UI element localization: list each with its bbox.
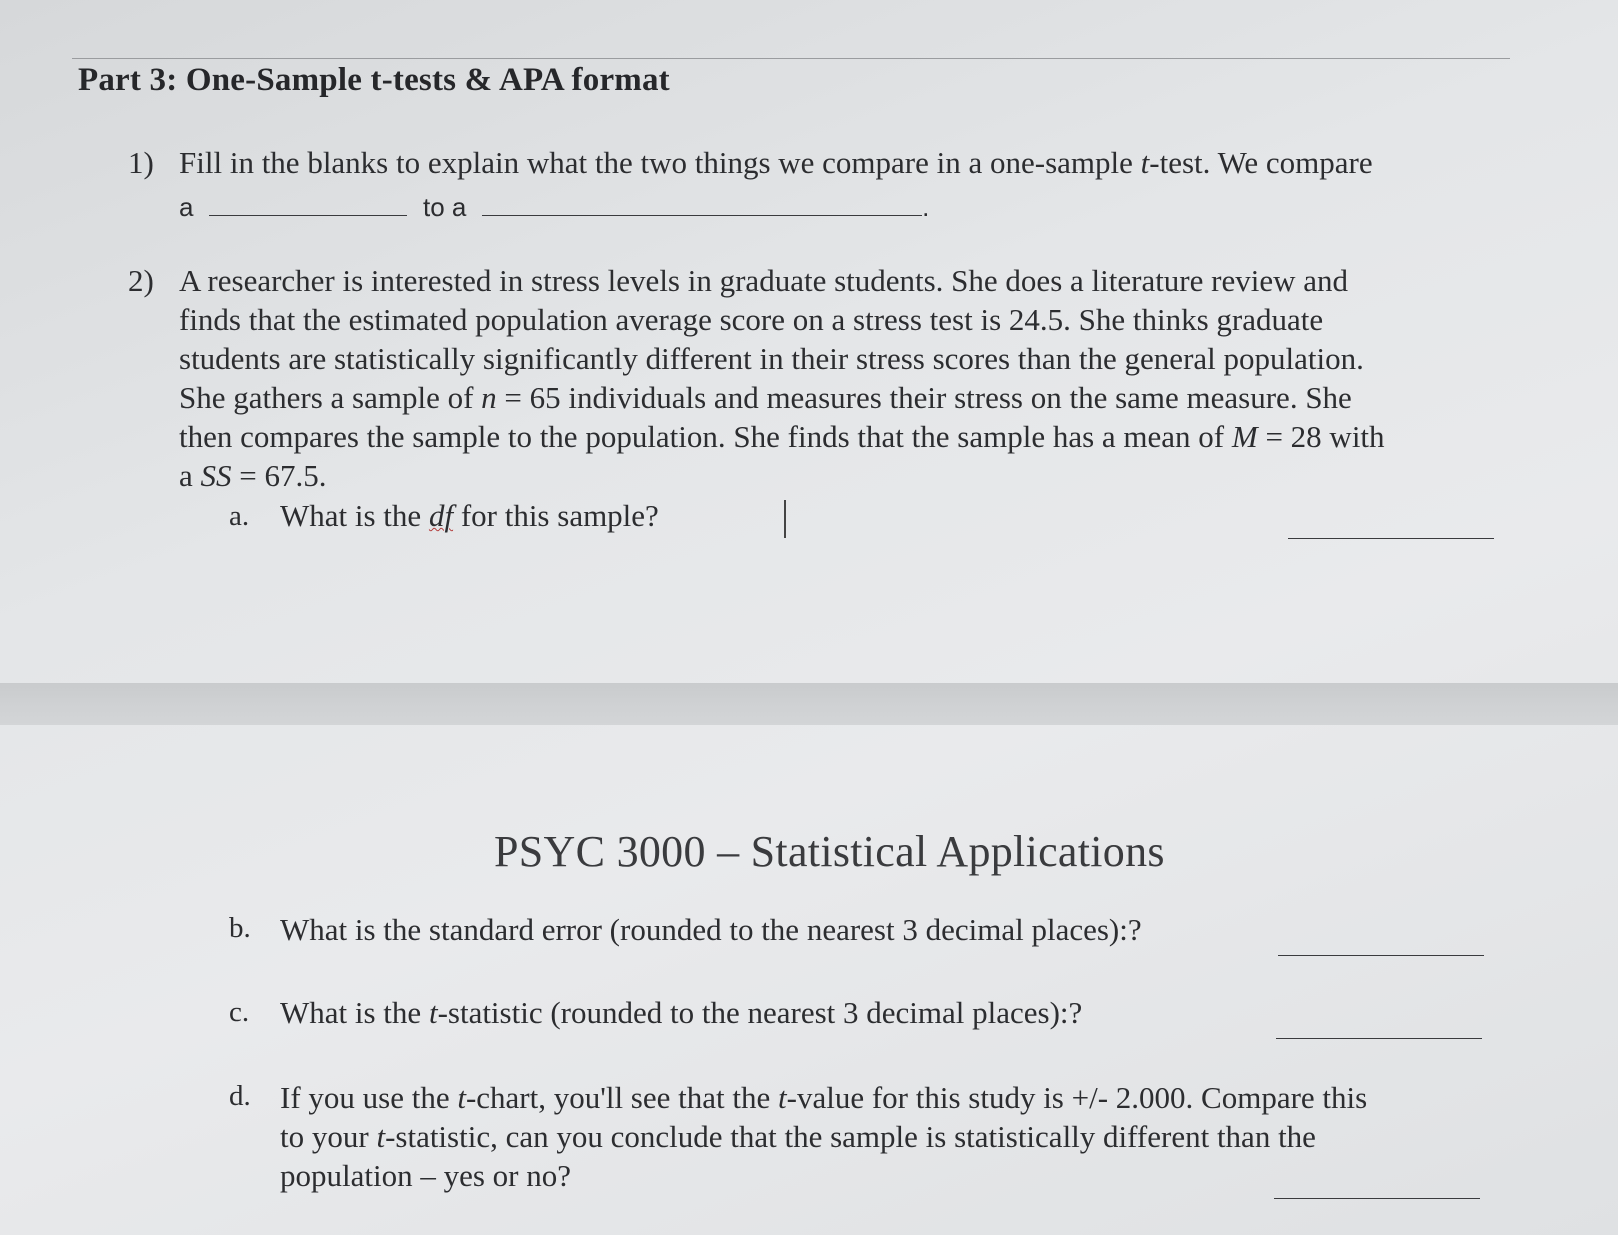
- q2d-answer-line[interactable]: [1274, 1198, 1480, 1199]
- q1-number: 1): [128, 145, 154, 180]
- q2-paragraph: [179, 261, 1385, 495]
- q1-blank-prefix: a: [179, 192, 194, 222]
- q2b-answer-line[interactable]: [1278, 955, 1484, 956]
- q1-blank-middle: to a: [422, 192, 467, 222]
- top-divider: [72, 58, 1510, 59]
- q2d-line-3: population – yes or no?: [280, 1158, 572, 1193]
- q2b-text: What is the standard error (rounded to the nearest 3 decimal places):?: [280, 912, 1142, 947]
- q2-line-5: then compares the sample to the population. She finds that the sample has a mean of M = 28 with: [179, 419, 1385, 454]
- q2-line-3: students are statistically significantly different in their stress scores than the general population.: [179, 341, 1364, 376]
- q1-period: .: [922, 192, 930, 222]
- q2a-text: What is the df for this sample?: [280, 498, 659, 533]
- q1-blank-1[interactable]: [209, 193, 407, 216]
- q2c-text: What is the t-statistic (rounded to the nearest 3 decimal places):?: [280, 995, 1083, 1030]
- q2b-label: b.: [229, 912, 251, 944]
- q2-number: 2): [128, 263, 154, 298]
- q2-line-1: A researcher is interested in stress levels in graduate students. She does a literature review and: [179, 263, 1348, 298]
- q2d-text: [280, 1078, 1367, 1195]
- q2d-line-1: If you use the t-chart, you'll see that the t-value for this study is +/- 2.000. Compare this: [280, 1080, 1368, 1115]
- q2c-answer-line[interactable]: [1276, 1038, 1482, 1039]
- q2-line-2: finds that the estimated population average score on a stress test is 24.5. She thinks graduate: [179, 302, 1324, 337]
- course-header: PSYC 3000 – Statistical Applications: [494, 827, 1165, 876]
- q2c-label: c.: [229, 996, 250, 1028]
- q2d-line-2: to your t-statistic, can you conclude that the sample is statistically different than the: [280, 1119, 1316, 1154]
- page-break: [0, 683, 1618, 725]
- q2a-answer-line[interactable]: [1288, 538, 1494, 539]
- q1-text: Fill in the blanks to explain what the two things we compare in a one-sample t-test. We compare: [179, 145, 1373, 180]
- part-heading: Part 3: One-Sample t-tests & APA format: [78, 62, 670, 98]
- text-cursor: [784, 500, 786, 538]
- q2-line-6: a SS = 67.5.: [179, 458, 327, 493]
- q1-blank-2[interactable]: [482, 193, 922, 216]
- q2a-label: a.: [229, 500, 250, 532]
- q1-blanks-line: [179, 186, 929, 227]
- q2d-label: d.: [229, 1080, 251, 1112]
- q2-line-4: She gathers a sample of n = 65 individuals and measures their stress on the same measure. She: [179, 380, 1352, 415]
